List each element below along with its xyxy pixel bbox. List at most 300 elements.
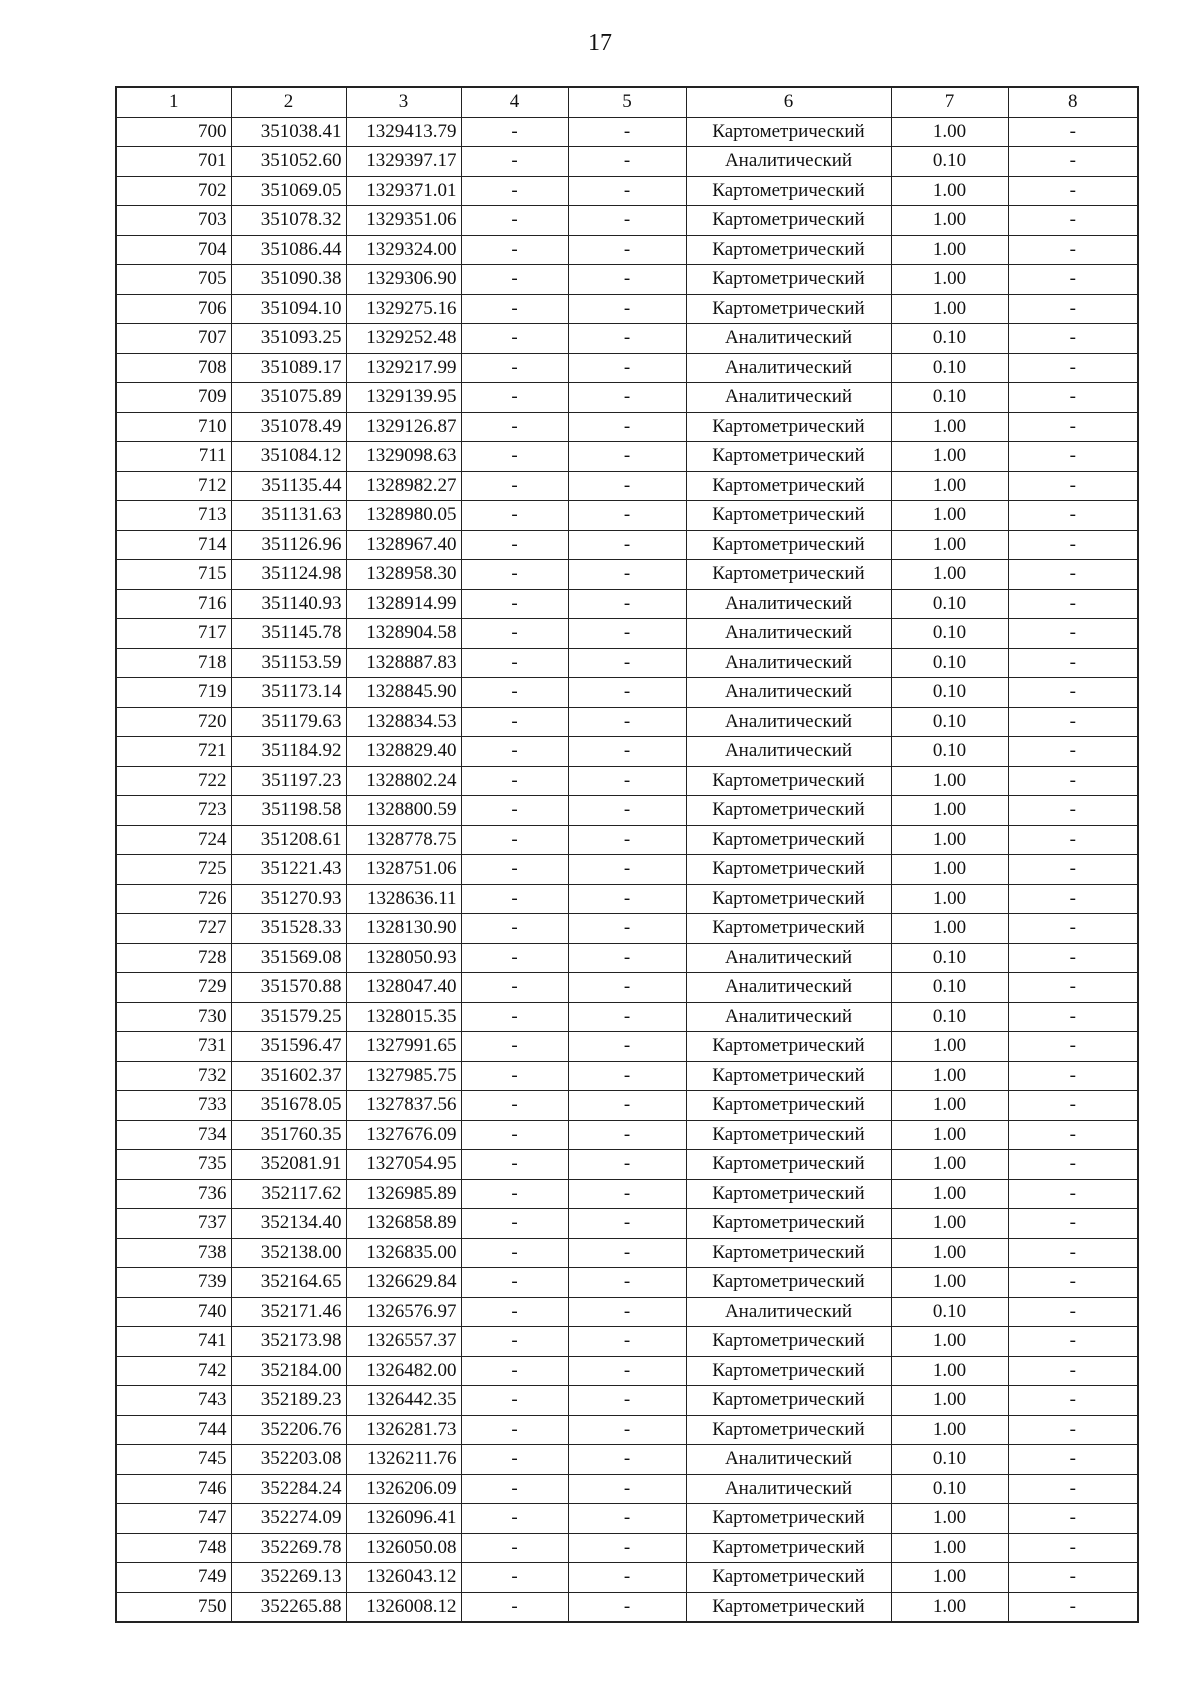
col5-cell: - (568, 737, 686, 767)
table-row (116, 1268, 1138, 1298)
col8-cell: - (1008, 235, 1138, 265)
col5-cell: - (568, 707, 686, 737)
table-row (116, 117, 1138, 147)
x-coordinate-cell: 351078.32 (231, 206, 346, 236)
col8-cell: - (1008, 1120, 1138, 1150)
col4-cell: - (461, 707, 568, 737)
accuracy-cell: 1.00 (891, 560, 1008, 590)
table-row (116, 825, 1138, 855)
accuracy-cell: 1.00 (891, 1504, 1008, 1534)
col4-cell: - (461, 294, 568, 324)
y-coordinate-cell: 1329252.48 (346, 324, 461, 354)
method-cell: Картометрический (686, 825, 891, 855)
col5-cell: - (568, 1415, 686, 1445)
col4-cell: - (461, 1474, 568, 1504)
table-row (116, 206, 1138, 236)
x-coordinate-cell: 351038.41 (231, 117, 346, 147)
accuracy-cell: 0.10 (891, 324, 1008, 354)
x-coordinate-cell: 352274.09 (231, 1504, 346, 1534)
method-cell: Картометрический (686, 294, 891, 324)
point-number-cell: 706 (116, 294, 231, 324)
accuracy-cell: 1.00 (891, 914, 1008, 944)
table-row (116, 678, 1138, 708)
col5-cell: - (568, 294, 686, 324)
x-coordinate-cell: 351221.43 (231, 855, 346, 885)
col5-cell: - (568, 619, 686, 649)
col5-cell: - (568, 560, 686, 590)
accuracy-cell: 1.00 (891, 530, 1008, 560)
accuracy-cell: 1.00 (891, 1150, 1008, 1180)
table-row (116, 1327, 1138, 1357)
col8-cell: - (1008, 1533, 1138, 1563)
x-coordinate-cell: 352206.76 (231, 1415, 346, 1445)
col8-cell: - (1008, 1150, 1138, 1180)
y-coordinate-cell: 1329324.00 (346, 235, 461, 265)
accuracy-cell: 1.00 (891, 825, 1008, 855)
col8-cell: - (1008, 1563, 1138, 1593)
x-coordinate-cell: 351602.37 (231, 1061, 346, 1091)
x-coordinate-cell: 351135.44 (231, 471, 346, 501)
x-coordinate-cell: 352171.46 (231, 1297, 346, 1327)
method-cell: Картометрический (686, 1179, 891, 1209)
table-row (116, 353, 1138, 383)
point-number-cell: 744 (116, 1415, 231, 1445)
y-coordinate-cell: 1329351.06 (346, 206, 461, 236)
col8-cell: - (1008, 914, 1138, 944)
accuracy-cell: 1.00 (891, 176, 1008, 206)
col4-cell: - (461, 353, 568, 383)
table-row (116, 294, 1138, 324)
col4-cell: - (461, 1268, 568, 1298)
y-coordinate-cell: 1327054.95 (346, 1150, 461, 1180)
col5-cell: - (568, 530, 686, 560)
col8-cell: - (1008, 1002, 1138, 1032)
col5-cell: - (568, 176, 686, 206)
col8-cell: - (1008, 353, 1138, 383)
point-number-cell: 720 (116, 707, 231, 737)
method-cell: Картометрический (686, 412, 891, 442)
col4-cell: - (461, 619, 568, 649)
col8-cell: - (1008, 1238, 1138, 1268)
col8-cell: - (1008, 943, 1138, 973)
point-number-cell: 737 (116, 1209, 231, 1239)
col4-cell: - (461, 1386, 568, 1416)
point-number-cell: 736 (116, 1179, 231, 1209)
table-row (116, 648, 1138, 678)
col5-cell: - (568, 1209, 686, 1239)
x-coordinate-cell: 351084.12 (231, 442, 346, 472)
x-coordinate-cell: 351089.17 (231, 353, 346, 383)
col4-cell: - (461, 1415, 568, 1445)
col8-cell: - (1008, 471, 1138, 501)
col8-cell: - (1008, 1179, 1138, 1209)
accuracy-cell: 1.00 (891, 855, 1008, 885)
point-number-cell: 704 (116, 235, 231, 265)
accuracy-cell: 0.10 (891, 678, 1008, 708)
col4-cell: - (461, 825, 568, 855)
method-cell: Картометрический (686, 1533, 891, 1563)
point-number-cell: 729 (116, 973, 231, 1003)
table-row (116, 884, 1138, 914)
x-coordinate-cell: 352173.98 (231, 1327, 346, 1357)
column-header: 3 (346, 87, 461, 117)
point-number-cell: 743 (116, 1386, 231, 1416)
col4-cell: - (461, 678, 568, 708)
x-coordinate-cell: 351131.63 (231, 501, 346, 531)
col5-cell: - (568, 1002, 686, 1032)
col5-cell: - (568, 1120, 686, 1150)
y-coordinate-cell: 1328130.90 (346, 914, 461, 944)
accuracy-cell: 1.00 (891, 1032, 1008, 1062)
accuracy-cell: 1.00 (891, 1533, 1008, 1563)
accuracy-cell: 1.00 (891, 294, 1008, 324)
point-number-cell: 708 (116, 353, 231, 383)
x-coordinate-cell: 351208.61 (231, 825, 346, 855)
col8-cell: - (1008, 324, 1138, 354)
table-row (116, 1120, 1138, 1150)
col4-cell: - (461, 501, 568, 531)
method-cell: Картометрический (686, 1091, 891, 1121)
method-cell: Картометрический (686, 206, 891, 236)
table-row (116, 973, 1138, 1003)
col5-cell: - (568, 1474, 686, 1504)
y-coordinate-cell: 1326576.97 (346, 1297, 461, 1327)
col8-cell: - (1008, 1356, 1138, 1386)
col4-cell: - (461, 1504, 568, 1534)
col8-cell: - (1008, 1504, 1138, 1534)
table-row (116, 265, 1138, 295)
table-row (116, 1592, 1138, 1622)
col4-cell: - (461, 383, 568, 413)
table-row (116, 737, 1138, 767)
method-cell: Картометрический (686, 1563, 891, 1593)
table-row (116, 1209, 1138, 1239)
method-cell: Картометрический (686, 442, 891, 472)
table-row (116, 1533, 1138, 1563)
method-cell: Аналитический (686, 383, 891, 413)
method-cell: Картометрический (686, 1032, 891, 1062)
x-coordinate-cell: 351173.14 (231, 678, 346, 708)
x-coordinate-cell: 351528.33 (231, 914, 346, 944)
column-header: 8 (1008, 87, 1138, 117)
y-coordinate-cell: 1326442.35 (346, 1386, 461, 1416)
table-row (116, 1563, 1138, 1593)
point-number-cell: 726 (116, 884, 231, 914)
col4-cell: - (461, 1061, 568, 1091)
column-header: 5 (568, 87, 686, 117)
method-cell: Картометрический (686, 530, 891, 560)
y-coordinate-cell: 1329275.16 (346, 294, 461, 324)
method-cell: Картометрический (686, 796, 891, 826)
method-cell: Картометрический (686, 1356, 891, 1386)
point-number-cell: 730 (116, 1002, 231, 1032)
x-coordinate-cell: 351145.78 (231, 619, 346, 649)
table-row (116, 1504, 1138, 1534)
accuracy-cell: 1.00 (891, 1386, 1008, 1416)
col4-cell: - (461, 884, 568, 914)
point-number-cell: 748 (116, 1533, 231, 1563)
method-cell: Аналитический (686, 1474, 891, 1504)
x-coordinate-cell: 351569.08 (231, 943, 346, 973)
x-coordinate-cell: 351579.25 (231, 1002, 346, 1032)
point-number-cell: 734 (116, 1120, 231, 1150)
table-row (116, 471, 1138, 501)
y-coordinate-cell: 1328914.99 (346, 589, 461, 619)
method-cell: Аналитический (686, 324, 891, 354)
x-coordinate-cell: 351570.88 (231, 973, 346, 1003)
col8-cell: - (1008, 1327, 1138, 1357)
accuracy-cell: 0.10 (891, 589, 1008, 619)
method-cell: Картометрический (686, 855, 891, 885)
col5-cell: - (568, 884, 686, 914)
column-header: 1 (116, 87, 231, 117)
point-number-cell: 733 (116, 1091, 231, 1121)
col4-cell: - (461, 796, 568, 826)
table-row (116, 1445, 1138, 1475)
point-number-cell: 700 (116, 117, 231, 147)
accuracy-cell: 0.10 (891, 1445, 1008, 1475)
y-coordinate-cell: 1328834.53 (346, 707, 461, 737)
method-cell: Картометрический (686, 1209, 891, 1239)
x-coordinate-cell: 351596.47 (231, 1032, 346, 1062)
col4-cell: - (461, 1238, 568, 1268)
col5-cell: - (568, 1150, 686, 1180)
table-row (116, 383, 1138, 413)
method-cell: Картометрический (686, 1150, 891, 1180)
table-row (116, 412, 1138, 442)
table-row (116, 589, 1138, 619)
method-cell: Картометрический (686, 1386, 891, 1416)
accuracy-cell: 1.00 (891, 1179, 1008, 1209)
col5-cell: - (568, 324, 686, 354)
accuracy-cell: 1.00 (891, 265, 1008, 295)
y-coordinate-cell: 1326206.09 (346, 1474, 461, 1504)
table-row (116, 1150, 1138, 1180)
y-coordinate-cell: 1328047.40 (346, 973, 461, 1003)
col5-cell: - (568, 1327, 686, 1357)
point-number-cell: 703 (116, 206, 231, 236)
method-cell: Картометрический (686, 1238, 891, 1268)
point-number-cell: 750 (116, 1592, 231, 1622)
accuracy-cell: 0.10 (891, 383, 1008, 413)
point-number-cell: 735 (116, 1150, 231, 1180)
y-coordinate-cell: 1326281.73 (346, 1415, 461, 1445)
col5-cell: - (568, 943, 686, 973)
method-cell: Картометрический (686, 501, 891, 531)
y-coordinate-cell: 1327991.65 (346, 1032, 461, 1062)
col4-cell: - (461, 117, 568, 147)
col5-cell: - (568, 766, 686, 796)
accuracy-cell: 0.10 (891, 737, 1008, 767)
method-cell: Аналитический (686, 707, 891, 737)
point-number-cell: 702 (116, 176, 231, 206)
x-coordinate-cell: 351678.05 (231, 1091, 346, 1121)
accuracy-cell: 1.00 (891, 206, 1008, 236)
y-coordinate-cell: 1326043.12 (346, 1563, 461, 1593)
col4-cell: - (461, 648, 568, 678)
col5-cell: - (568, 1061, 686, 1091)
method-cell: Картометрический (686, 1120, 891, 1150)
x-coordinate-cell: 351052.60 (231, 147, 346, 177)
col5-cell: - (568, 589, 686, 619)
col4-cell: - (461, 855, 568, 885)
y-coordinate-cell: 1328967.40 (346, 530, 461, 560)
accuracy-cell: 0.10 (891, 943, 1008, 973)
col5-cell: - (568, 1356, 686, 1386)
x-coordinate-cell: 351270.93 (231, 884, 346, 914)
accuracy-cell: 1.00 (891, 1592, 1008, 1622)
col5-cell: - (568, 1091, 686, 1121)
col4-cell: - (461, 324, 568, 354)
col4-cell: - (461, 1179, 568, 1209)
col5-cell: - (568, 1563, 686, 1593)
accuracy-cell: 1.00 (891, 1238, 1008, 1268)
table-row (116, 1061, 1138, 1091)
method-cell: Картометрический (686, 1592, 891, 1622)
table-row (116, 1091, 1138, 1121)
col4-cell: - (461, 530, 568, 560)
col8-cell: - (1008, 825, 1138, 855)
col8-cell: - (1008, 766, 1138, 796)
y-coordinate-cell: 1326858.89 (346, 1209, 461, 1239)
method-cell: Картометрический (686, 884, 891, 914)
col5-cell: - (568, 147, 686, 177)
col5-cell: - (568, 235, 686, 265)
col8-cell: - (1008, 707, 1138, 737)
y-coordinate-cell: 1326629.84 (346, 1268, 461, 1298)
col4-cell: - (461, 1445, 568, 1475)
accuracy-cell: 1.00 (891, 1356, 1008, 1386)
col4-cell: - (461, 412, 568, 442)
y-coordinate-cell: 1326557.37 (346, 1327, 461, 1357)
method-cell: Аналитический (686, 943, 891, 973)
col4-cell: - (461, 766, 568, 796)
col8-cell: - (1008, 501, 1138, 531)
method-cell: Аналитический (686, 589, 891, 619)
accuracy-cell: 1.00 (891, 1209, 1008, 1239)
point-number-cell: 717 (116, 619, 231, 649)
col5-cell: - (568, 206, 686, 236)
x-coordinate-cell: 351094.10 (231, 294, 346, 324)
x-coordinate-cell: 351075.89 (231, 383, 346, 413)
point-number-cell: 709 (116, 383, 231, 413)
col4-cell: - (461, 560, 568, 590)
col8-cell: - (1008, 648, 1138, 678)
y-coordinate-cell: 1329098.63 (346, 442, 461, 472)
y-coordinate-cell: 1327985.75 (346, 1061, 461, 1091)
accuracy-cell: 1.00 (891, 1563, 1008, 1593)
col8-cell: - (1008, 1415, 1138, 1445)
point-number-cell: 715 (116, 560, 231, 590)
col8-cell: - (1008, 1592, 1138, 1622)
col5-cell: - (568, 1032, 686, 1062)
point-number-cell: 745 (116, 1445, 231, 1475)
x-coordinate-cell: 351184.92 (231, 737, 346, 767)
table-row (116, 1179, 1138, 1209)
col5-cell: - (568, 442, 686, 472)
accuracy-cell: 0.10 (891, 353, 1008, 383)
col8-cell: - (1008, 1268, 1138, 1298)
col4-cell: - (461, 1356, 568, 1386)
y-coordinate-cell: 1329306.90 (346, 265, 461, 295)
point-number-cell: 701 (116, 147, 231, 177)
point-number-cell: 718 (116, 648, 231, 678)
table-row (116, 1386, 1138, 1416)
col4-cell: - (461, 1297, 568, 1327)
table-row (116, 147, 1138, 177)
table-row (116, 530, 1138, 560)
x-coordinate-cell: 351093.25 (231, 324, 346, 354)
point-number-cell: 747 (116, 1504, 231, 1534)
table-row (116, 1238, 1138, 1268)
y-coordinate-cell: 1329126.87 (346, 412, 461, 442)
point-number-cell: 727 (116, 914, 231, 944)
col8-cell: - (1008, 294, 1138, 324)
accuracy-cell: 1.00 (891, 412, 1008, 442)
accuracy-cell: 1.00 (891, 884, 1008, 914)
col5-cell: - (568, 1592, 686, 1622)
table-row (116, 1356, 1138, 1386)
y-coordinate-cell: 1328904.58 (346, 619, 461, 649)
point-number-cell: 716 (116, 589, 231, 619)
col4-cell: - (461, 1533, 568, 1563)
col4-cell: - (461, 1120, 568, 1150)
method-cell: Аналитический (686, 737, 891, 767)
x-coordinate-cell: 351179.63 (231, 707, 346, 737)
col5-cell: - (568, 914, 686, 944)
table-row (116, 1032, 1138, 1062)
x-coordinate-cell: 352134.40 (231, 1209, 346, 1239)
point-number-cell: 749 (116, 1563, 231, 1593)
x-coordinate-cell: 352269.78 (231, 1533, 346, 1563)
col4-cell: - (461, 943, 568, 973)
col8-cell: - (1008, 1386, 1138, 1416)
x-coordinate-cell: 351140.93 (231, 589, 346, 619)
table-row (116, 1474, 1138, 1504)
y-coordinate-cell: 1326482.00 (346, 1356, 461, 1386)
y-coordinate-cell: 1329397.17 (346, 147, 461, 177)
col5-cell: - (568, 412, 686, 442)
y-coordinate-cell: 1328845.90 (346, 678, 461, 708)
table-row (116, 855, 1138, 885)
col8-cell: - (1008, 973, 1138, 1003)
accuracy-cell: 0.10 (891, 147, 1008, 177)
method-cell: Картометрический (686, 560, 891, 590)
accuracy-cell: 1.00 (891, 766, 1008, 796)
point-number-cell: 739 (116, 1268, 231, 1298)
method-cell: Картометрический (686, 1061, 891, 1091)
col4-cell: - (461, 737, 568, 767)
accuracy-cell: 1.00 (891, 235, 1008, 265)
col5-cell: - (568, 1238, 686, 1268)
col5-cell: - (568, 265, 686, 295)
accuracy-cell: 1.00 (891, 501, 1008, 531)
col4-cell: - (461, 1592, 568, 1622)
point-number-cell: 742 (116, 1356, 231, 1386)
col4-cell: - (461, 206, 568, 236)
accuracy-cell: 1.00 (891, 796, 1008, 826)
method-cell: Аналитический (686, 973, 891, 1003)
x-coordinate-cell: 352265.88 (231, 1592, 346, 1622)
method-cell: Аналитический (686, 353, 891, 383)
coordinates-table (115, 86, 1139, 1623)
accuracy-cell: 0.10 (891, 973, 1008, 1003)
x-coordinate-cell: 352203.08 (231, 1445, 346, 1475)
y-coordinate-cell: 1328751.06 (346, 855, 461, 885)
point-number-cell: 728 (116, 943, 231, 973)
y-coordinate-cell: 1328015.35 (346, 1002, 461, 1032)
point-number-cell: 714 (116, 530, 231, 560)
